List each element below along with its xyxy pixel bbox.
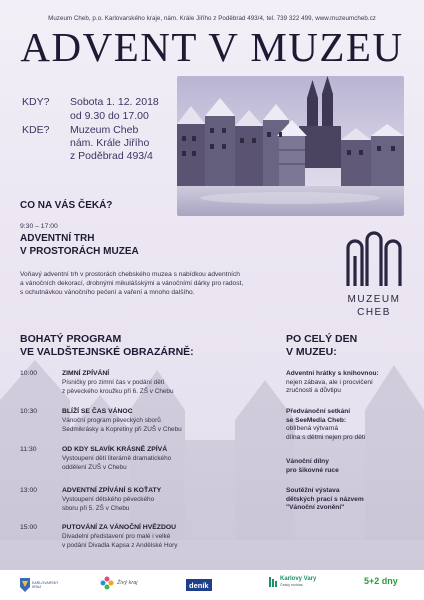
intro-desc-line2: a vánočních dekorací, drobnými mikulášskými a vánočními dárky pro radost, [20, 280, 244, 287]
allday-item-bold1: Soutěžní výstava [286, 487, 340, 494]
program-desc-line2: Sedmikrásky a Kopretiny při ZUŠ v Chebu [62, 425, 182, 433]
plus-dny-text: 5+2 dny [364, 576, 398, 586]
program-desc-line1: Písničky pro zimní čas v podání dětí [62, 379, 165, 386]
program-desc-line1: Vystoupení dětského pěveckého [62, 496, 155, 503]
allday-item-bold2: pro šikovné ruce [286, 466, 339, 474]
program-desc-line2: sboru při 5. ZŠ v Chebu [62, 504, 130, 512]
plus-dny-logo [364, 576, 398, 586]
program-item [20, 487, 220, 513]
program-name: ZIMNÍ ZPÍVÁNÍ [62, 370, 110, 377]
winter-square-photo [177, 76, 404, 216]
where-line3: z Poděbrad 493/4 [70, 150, 153, 162]
program-item [20, 524, 220, 550]
allday-item [286, 370, 416, 396]
kraj-text: KARLOVARSKÝ KRAJ [32, 581, 59, 589]
where-line2: nám. Krále Jiřího [70, 137, 150, 149]
radio-kv-logo [268, 575, 316, 589]
allday-item-text1: oblíbená výtvarná [286, 425, 339, 433]
allday-item-text2: zručnosti a důvtipu [286, 387, 341, 395]
allday-item-text2: dílna s dětmi nejen pro děti [286, 433, 366, 441]
allday-heading-line2: V MUZEU: [286, 346, 337, 358]
allday-item-bold3: "Vánoční zvonění" [286, 504, 345, 512]
program-desc-line2: oddělení ZUŠ v Chebu [62, 463, 127, 471]
kraj-emblem-icon [20, 578, 30, 592]
program-time: 15:00 [20, 524, 38, 531]
allday-heading-line1: PO CELÝ DEN [286, 333, 358, 345]
intro-time: 9:30 – 17:00 [20, 223, 58, 230]
program-item [20, 446, 220, 472]
museum-logo [334, 226, 414, 322]
allday-item [286, 487, 416, 513]
program-item [20, 370, 220, 396]
radio-waves-icon [268, 575, 278, 589]
allday-item [286, 458, 416, 475]
intro-desc-line3: s ochutnávkou vánočního pečení a vaření a mnoho dalšího. [20, 289, 195, 296]
allday-item-bold2: dětských prací s názvem [286, 495, 364, 503]
flower-icon [100, 576, 114, 590]
denik-text: deník [189, 580, 209, 590]
allday-item-bold1: Adventní hrátky s knihovnou: [286, 370, 379, 377]
where-label: KDE? [22, 124, 50, 136]
program-desc-line2: v podání Divadla Kapsa z Andělské Hory [62, 541, 178, 549]
program-time: 10:30 [20, 408, 38, 415]
program-time: 13:00 [20, 487, 38, 494]
when-date: Sobota 1. 12. 2018 [70, 96, 159, 108]
zivy-kraj-text: Živý kraj [117, 580, 138, 586]
denik-logo [186, 579, 212, 591]
contact-line: Muzeum Cheb, p.o. Karlovarského kraje, nám. Krále Jiřího z Poděbrad 493/4, tel. 739 322 499, www.muzeumcheb.cz [48, 15, 376, 22]
zivy-kraj-logo [100, 576, 137, 590]
intro-event-line1: ADVENTNÍ TRH [20, 233, 95, 244]
logo-line2: CHEB [357, 307, 391, 318]
program-item [20, 408, 220, 434]
allday-item-bold1: Vánoční dílny [286, 458, 329, 465]
program-time: 10:00 [20, 370, 38, 377]
program-time: 11:30 [20, 446, 37, 453]
kraj-logo [20, 575, 70, 595]
allday-item-bold1: Předvánoční setkání [286, 408, 351, 415]
intro-heading: CO NA VÁS ČEKÁ? [20, 200, 113, 211]
program-name: OD KDY SLAVÍK KRÁSNĚ ZPÍVÁ [62, 446, 168, 453]
when-where-block [22, 96, 182, 161]
program-desc-line1: Vánoční program pěveckých sborů [62, 417, 161, 424]
logo-line1: MUZEUM [347, 294, 401, 305]
program-name: PUTOVÁNÍ ZA VÁNOČNÍ HVĚZDOU [62, 524, 177, 531]
where-line1: Muzeum Cheb [70, 124, 139, 136]
program-desc-line1: Divadelní představení pro malé i velké [62, 533, 171, 540]
allday-item-bold2: se SeeMedia Cheb: [286, 416, 347, 424]
radio-kv-text: Karlovy Vary [280, 576, 317, 582]
radio-kv-subtext: Český rozhlas [280, 583, 303, 587]
when-time: od 9.30 do 17.00 [70, 110, 149, 122]
sponsor-footer [0, 570, 424, 600]
program-heading-line1: BOHATÝ PROGRAM [20, 333, 122, 345]
program-desc-line2: z pěveckého kroužku při 6. ZŠ v Chebu [62, 387, 174, 395]
allday-item-text1: nejen zábava, ale i procvičení [286, 378, 373, 386]
intro-event-line2: V PROSTORÁCH MUZEA [20, 246, 139, 257]
program-name: BLÍŽÍ SE ČAS VÁNOC [62, 408, 133, 415]
page-title: ADVENT V MUZEU [20, 24, 404, 70]
when-label: KDY? [22, 96, 50, 108]
program-name: ADVENTNÍ ZPÍVÁNÍ S KOŤATY [62, 487, 162, 494]
museum-arches-icon [334, 226, 414, 290]
allday-item [286, 408, 416, 442]
program-desc-line1: Vystoupení dětí literárně dramatického [62, 455, 172, 462]
program-heading-line2: VE VALDŠTEJNSKÉ OBRAZÁRNĚ: [20, 346, 194, 358]
intro-desc-line1: Voňavý adventní trh v prostorách chebského muzea s nabídkou adventních [20, 271, 240, 278]
